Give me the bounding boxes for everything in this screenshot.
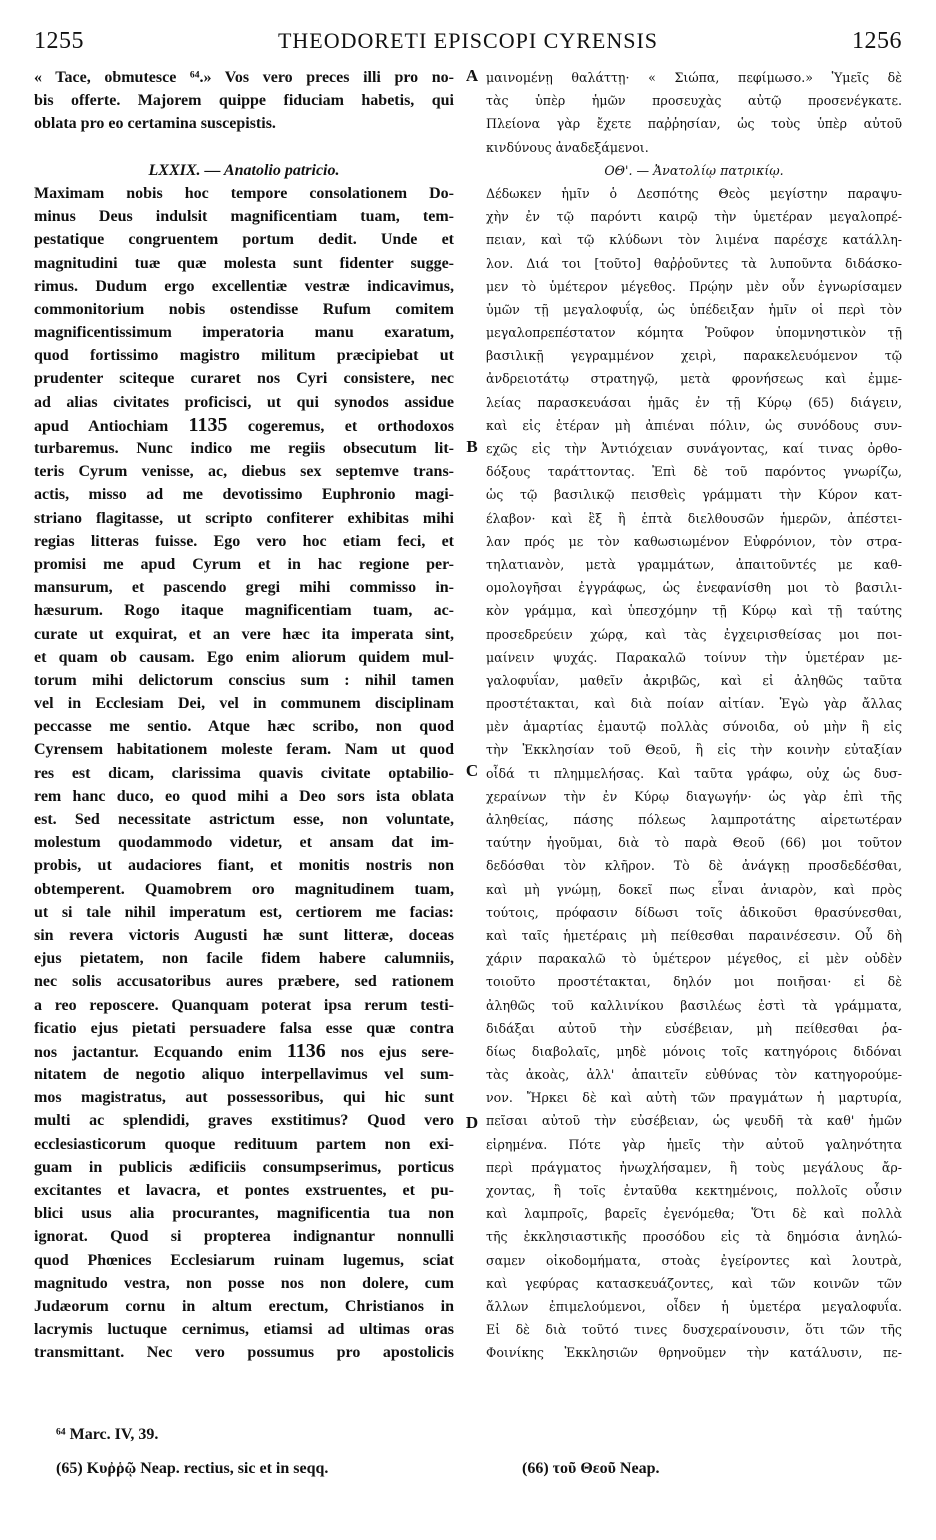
text-line: regias litteras fuisse. Ego vero hoc etiam feci, et — [34, 532, 454, 550]
text-line: τοιοῦτο προστέτακται, δηλόν μοι ποιῆσαι· εἰ δὲ — [486, 974, 902, 990]
text-line: torum mihi delictorum conscius sum : nihil tamen — [34, 671, 454, 689]
footnotes-right — [522, 1418, 659, 1486]
text-line: προστέτακται, καὶ διὰ ποίαν αἰτίαν. Ἐγὼ γὰρ ἄλλας — [486, 696, 902, 712]
text-line: lacrymis luctuque cernimus, etiamsi ad ultimas oras — [34, 1321, 454, 1339]
text-line: ἀνδρειοτάτῳ στρατηγῷ, μετὰ φρονήσεως καὶ ἐμμε- — [486, 371, 902, 387]
text-line: λαν πρός με τὸν καθωσιωμένον Εὐφρόνιον, τὸν στρα- — [486, 533, 902, 549]
text-line: βασιλικῇ γεγραμμένον χειρὶ, παρακελευόμενον τῷ — [486, 348, 902, 364]
text-line: λον. Διά τοι [τοῦτο] θαῤῥοῦντες τὰ λυποῦντα διδάσκο- — [486, 255, 902, 271]
text-line: teris Cyrum venisse, ac, diebus sex septemve trans- — [34, 463, 454, 481]
text-line: a reo reposcere. Quanquam poterat ipsa rerum testi- — [34, 996, 454, 1014]
text-line: Cyrensem habitationem moleste feram. Nam ut quod — [34, 741, 454, 759]
text-line: pestatique congruentem portum dedit. Unde et — [34, 231, 454, 249]
spacer — [34, 136, 454, 159]
text-line: χάριν παρακαλῶ τὸ ὑμέτερον μέγεθος, εἰ μὲν οὐδὲν — [486, 951, 902, 967]
text-line: οἶδά τι πλημμελήσας. Καὶ ταῦτα γράφω, οὐχ ὡς δυσ- — [486, 765, 902, 781]
text-line: mansurum, et pascendo gregi mihi commisso in- — [34, 579, 454, 597]
text-line: χὴν ἐν τῷ παρόντι καιρῷ τὴν ὑμετέραν μεγαλοπρέ- — [486, 209, 902, 225]
text-line: Εἰ δὲ διὰ τοῦτό τινες δυσχεραίνουσιν, ὅτι τῶν τῆς — [486, 1322, 902, 1338]
text-line: sin revera victoris Augusti hæ sunt litteræ, doceas — [34, 926, 454, 944]
text-line: έλαβον· καὶ ἓξ ἢ ἑπτὰ διελθουσῶν ἡμερῶν, ἀπέστει- — [486, 510, 902, 526]
text-line: ad alias civitates proficisci, ut qui synodos assidue — [34, 393, 454, 411]
text-line: nec solis accusatoribus aures præbere, sed rationem — [34, 973, 454, 991]
text-line: blici usus alia procurantes, magnificentia tua non — [34, 1205, 454, 1223]
text-line: τὰς ἀκοὰς, ἀλλ' ἀπαιτεῖν εὐθύνας τὸν κατηγορούμε- — [486, 1067, 902, 1083]
text-line: διδάξαι αὐτοῦ τὴν εὐσέβειαν, μὴ πείθεσθαι ῥα- — [486, 1020, 902, 1036]
text-line: actis, misso ad me devotissimo Euphronio magi- — [34, 486, 454, 504]
text-line: πεῖσαι αὐτοῦ τὴν εὐσέβειαν, ὡς ψευδῆ τὰ καθ' ἡμῶν — [486, 1113, 902, 1129]
text-line: rem hanc duco, eo quod mihi a Deo sors ista oblata — [34, 787, 454, 805]
text-line: τούτοις, πρόφασιν δίδωσι τοῖς ἀδικοῦσι θρασύνεσθαι, — [486, 904, 902, 920]
text-line: quod fortissimo magistro militum præcipiebat ut — [34, 347, 454, 365]
margin-letter-d: D — [465, 1113, 479, 1132]
text-line: καὶ μὴ γνώμῃ, δοκεῖ πως εἶναι ἀνιαρὸν, καὶ πρὸς — [486, 881, 902, 897]
text-line: ignorat. Quod si propterea indignantur nonnulli — [34, 1228, 454, 1246]
text-line: Maximam nobis hoc tempore consolationem Do- — [34, 184, 454, 202]
page-number-left: 1255 — [34, 28, 84, 54]
text-line: καὶ λαμπροῖς, βαρεῖς ἐγενόμεθα; Ὅτι δὲ καὶ πολλὰ — [486, 1206, 902, 1222]
letter-heading: LXXIX. — Anatolio patricio. — [148, 161, 340, 179]
text-line: κινδύνους ἀναδεξάμενοι. — [486, 139, 649, 155]
text-line: guam in publicis ædificiis consumpserimus, porticus — [34, 1158, 454, 1176]
margin-letter-c: C — [465, 761, 479, 780]
text-line: magnificentissimum imperatoria manu exaratum, — [34, 324, 454, 342]
running-title: THEODORETI EPISCOPI CYRENSIS — [277, 28, 659, 53]
text-line: μεν τὸ ὑμέτερον μέγεθος. Πρῴην μὲν οὖν ἐγνωρίσαμεν — [486, 278, 902, 294]
page-number-right: 1256 — [852, 28, 902, 54]
text-line: καὶ ταῖς ἡμετέραις μὴ πείθεσθαι παραινέσεσιν. Οὗ δὴ — [486, 927, 902, 943]
text-line: εχῶς εἰς τὴν Ἀντιόχειαν συνάγοντας, καί τινας ὀρθο- — [486, 441, 902, 456]
text-line: γαλοφυΐαν, μαθεῖν ἀκριβῶς, καὶ εἰ ἀληθῶς ταῦτα — [486, 672, 902, 688]
text-line: ομολογῆσαι ἐγγράφως, ὡς ἐνεφανίσθη μοι τὸ βασιλι- — [486, 580, 902, 596]
text-line: ὑμῶν τῇ μεγαλοφυΐᾳ, ὡς ὑπέδειξαν ἡμῖν οἱ περὶ τὸν — [486, 301, 902, 317]
letter-heading: ΟΘ'. — Ἀνατολίῳ πατρικίῳ. — [604, 162, 784, 178]
text-line: κὸν γράμμα, καὶ ὑπεσχόμην τῇ Κύρῳ καὶ τῇ ταύτης — [486, 603, 902, 619]
greek-column — [486, 66, 902, 1365]
text-line: oblata pro eo certamina suscepistis. — [34, 115, 276, 133]
text-line: Πλείονα γὰρ ἔχετε παῤῥησίαν, ὡς τοὺς ὑπὲρ αὐτοῦ — [486, 116, 902, 132]
text-line: δεδόσθαι τὸν κλῆρον. Τὸ δὲ ἀνάγκῃ προσδεδέσθαι, — [486, 858, 902, 874]
text-line: Δέδωκεν ἡμῖν ὁ Δεσπότης Θεὸς μεγίστην παραψυ- — [486, 185, 902, 201]
text-line: curate ut exquirat, et an vere hæc ita imperata sint, — [34, 625, 454, 643]
footnote: (65) Κυῤῥῷ Neap. rectius, sic et in seqq. — [56, 1460, 329, 1477]
text-line: ἀληθῶς τοῦ καλλινίκου βασιλέως ἐστὶ τὰ γράμματα, — [486, 997, 902, 1013]
text-line: μαίνειν ψυχάς. Παρακαλῶ τοίνυν τὴν ὑμετέραν με- — [486, 649, 902, 665]
text-line: ὡς τῷ βασιλικῷ πεισθεὶς γράμματι τὴν Κύρον κατ- — [486, 487, 902, 503]
text-line: χεραίνων τὴν ἐν Κύρῳ διαγωγήν· ὡς γὰρ ἐπὶ τῆς — [486, 788, 902, 804]
column-number: 1136 — [286, 1039, 326, 1062]
text-line: δόξους ταράττοντας. Ἐπὶ δὲ τοῦ παρόντος γνωρίζω, — [486, 464, 902, 480]
text-line: Φοινίκης Ἐκκλησιῶν θρηνοῦμεν τὴν κατάλυσιν, πε- — [486, 1345, 902, 1361]
text-line: et quam ob causam. Ego enim aliorum quidem mul- — [34, 648, 454, 666]
text-line: προσεδρεύειν χώρᾳ, καὶ τὰς ἐγχειρισθείσας μοι ποι- — [486, 626, 902, 642]
text-line: promisi me apud Cyrum et in hac regione per- — [34, 555, 454, 573]
text-line: περὶ πράγματος ἠνωχλήσαμεν, ἢ τοὺς μεγάλους ἄρ- — [486, 1159, 902, 1175]
text-line: τὰς ὑπὲρ ἡμῶν προσευχὰς αὐτῷ προσενέγκατε. — [486, 93, 902, 109]
text-line: magnitudini tuæ quæ molesta sunt fidenter sugge- — [34, 254, 454, 272]
text-line: quod Phœnices Ecclesiarum ruinam lugemus, sciat — [34, 1251, 454, 1269]
text-line: ecclesiasticorum quoque redituum partem non exi- — [34, 1135, 454, 1153]
text-line: probis, ut audaciores fiant, et monitis nostris non — [34, 857, 454, 875]
text-line: καὶ εἰς ἑτέραν μὴ ἀπιέναι πόλιν, ὡς συνόδους συν- — [486, 417, 902, 433]
text-line: nos jactantur. Ecquando enim 1136 nos ejus sere- — [34, 1039, 454, 1062]
text-line: σαμεν οἰκοδομήματα, στοὰς ἐγείροντες καὶ λουτρὰ, — [486, 1252, 902, 1268]
text-line: « Tace, obmutesce ⁶⁴.» Vos vero preces illi pro no- — [34, 69, 454, 86]
column-number: 1135 — [188, 413, 228, 436]
text-line: nitatem de negotio aliquo interpellavimus vel sum- — [34, 1066, 454, 1084]
margin-letter-b: B — [466, 437, 478, 456]
text-line: vel in Ecclesiam Dei, vel in communem disciplinam — [34, 695, 454, 713]
text-line: δίως διαβολαῖς, μηδὲ μόνοις τοῖς κατηγόροις διδόναι — [486, 1043, 902, 1059]
text-line: commonitorium nobis ostendisse Rufum comitem — [34, 300, 454, 318]
latin-column — [34, 66, 454, 1365]
text-line: bis offerte. Majorem quippe fiduciam habetis, qui — [34, 92, 454, 110]
text-line: ἄλλων ἐπιμελούμενοι, οἶδεν ἡ ὑμετέρα μεγαλοφυΐα. — [486, 1298, 902, 1314]
text-line: magnitudo vestra, non posse nos non dolere, cum — [34, 1274, 454, 1292]
text-line: καὶ γεφύρας κατασκευάζοντες, καὶ τῶν κοινῶν τῶν — [486, 1275, 902, 1291]
text-line: μεγαλοπρεπέστατον κόμητα Ῥοῦφον ὑπομνηστικὸν τῇ — [486, 325, 902, 341]
text-line: molestum quodammodo videtur, et ansam dat im- — [34, 834, 454, 852]
text-line: peccasse me sentio. Atque hæc scribo, non quod — [34, 718, 454, 736]
text-line: turbaremus. Nunc indico me regiis obsecutum lit- — [34, 440, 454, 457]
text-line: λείας παρασκευάσαι ἡμᾶς ἐν τῇ Κύρῳ (65) διάγειν, — [486, 394, 902, 410]
text-line: νον. Ἤρκει δὲ καὶ αὐτὴ τῶν πραγμάτων ἡ μαρτυρία, — [486, 1090, 902, 1106]
footnotes-left — [56, 1418, 328, 1486]
text-line: εἰρημένα. Πότε γὰρ ἡμεῖς τὴν αὐτοῦ γαληνότητα — [486, 1136, 902, 1152]
text-line: est. Sed necessitate astrictum esse, non voluntate, — [34, 811, 454, 828]
footnote: ⁶⁴ Marc. IV, 39. — [56, 1426, 159, 1443]
footnote: (66) τοῦ Θεοῦ Neap. — [522, 1460, 660, 1477]
text-line: ἀληθείας, πάσης πόλεως λαμπροτάτης αἱρετωτέραν — [486, 812, 902, 827]
text-line: apud Antiochiam 1135 cogeremus, et orthodoxos — [34, 413, 454, 436]
text-line: minus Deus indulsit magnificentiam tuam, tem- — [34, 208, 454, 226]
text-line: striano flagitasse, ut scripto confiterer exhibitas mihi — [34, 509, 454, 527]
text-line: excitantes et lavacra, et pontes exstruentes, et pu- — [34, 1182, 454, 1199]
text-line: Judæorum cornu in altum erectum, Christianos in — [34, 1297, 454, 1315]
text-line: τηλατιανὸν, μετὰ γραμμάτων, ἀπαιτοῦντές με καθ- — [486, 556, 902, 572]
text-line: ejus pietatem, non facile fidem habere calumniis, — [34, 950, 454, 968]
text-line: transmittant. Nec vero possumus pro apostolicis — [34, 1344, 454, 1362]
text-line: multi ac splendidi, graves exstitimus? Quod vero — [34, 1112, 454, 1130]
text-line: mos magistratus, aut possessoribus, qui hic sunt — [34, 1089, 454, 1107]
text-line: res est dicam, clarissima quavis civitate optabilio- — [34, 764, 454, 782]
text-line: obtemperent. Quamobrem oro magnitudinem tuam, — [34, 880, 454, 898]
text-line: χοντας, ἢ τοῖς ἐνταῦθα κεκτημένοις, πολλοῖς οὖσιν — [486, 1183, 902, 1198]
text-line: τὴν Ἐκκλησίαν τοῦ Θεοῦ, ἢ εἰς τὴν κοινὴν εὐταξίαν — [486, 742, 902, 758]
page-header — [34, 28, 902, 62]
text-line: prudenter sciteque curaret nos Cyri consistere, nec — [34, 370, 454, 388]
text-line: πειαν, καὶ τῷ κλύδωνι τὸν λιμένα παρέσχε κατάλλη- — [486, 232, 902, 248]
margin-letter-a: A — [465, 66, 479, 85]
text-line: hæsurum. Rogo itaque magnificentiam tuam, ac- — [34, 602, 454, 620]
text-line: τῆς ἐκκλησιαστικῆς προσόδου εἰς τὰ δημόσια ἀνηλώ- — [486, 1229, 902, 1245]
text-line: ταύτην ἡγοῦμαι, διὰ τὸ παρὰ Θεοῦ (66) μοι τοῦτον — [486, 835, 902, 851]
text-line: μὲν ἁμαρτίας ἐμαυτῷ πολλὰς σύνοιδα, οὐ μὴν ἢ εἰς — [486, 719, 902, 735]
text-line: rimus. Dudum ergo excellentiæ vestræ indicavimus, — [34, 277, 454, 295]
text-line: ut si tale nihil imperatum est, certiorem me facias: — [34, 903, 454, 921]
text-line: μαινομένῃ θαλάττῃ· « Σιώπα, πεφίμωσο.» Ὑμεῖς δὲ — [486, 70, 902, 85]
text-line: ficatio ejus pietati persuadere falsa esse quæ contra — [34, 1019, 454, 1037]
